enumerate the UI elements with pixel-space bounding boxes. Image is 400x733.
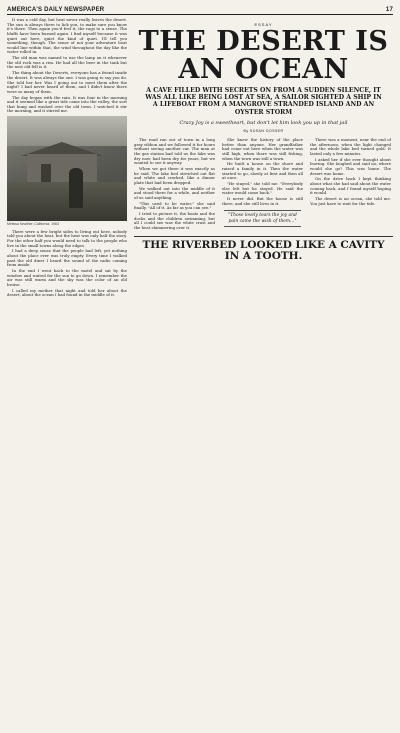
paragraph: I had a deep sense that the people had left, yet nothing about the place ever was truly empty. Every time I walked past the old diner I heard the sound of the radio coming from inside. [7,248,127,268]
masthead [7,4,393,13]
article-column-1 [134,138,215,232]
paragraph: I asked her if she ever thought about leaving. She laughed and said no, where would she go? This was home. The desert was home. [310,156,391,176]
article-standfirst: Crazy Joy is a sweetheart, but don't let him look you up in that jail [179,119,348,126]
paragraph: When we got there it was exactly as he said. The lake bed stretched out flat and white and cracked, like a dinner plate that had been dropped. [134,165,215,185]
paragraph: "This used to be water," she said finally. "All of it. As far as you can see." [134,200,215,211]
main-article [134,18,393,299]
left-column-text-top [7,18,127,114]
paragraph: It never did. But the house is still there, and she still lives in it. [222,196,303,206]
masthead-rule [7,14,393,15]
article-column-2 [222,138,303,232]
paragraph: "He stayed," she told me. "Everybody else left but he stayed. He said the water would come back." [222,181,303,196]
paragraph: I called my mother that night and told her about the desert, about the ocean I had found in the middle of it. [7,287,127,298]
paragraph: The road ran out of town in a long gray ribbon and we followed it for hours without seeing another car. The man at the gas station had told us the lake was dry now, had been dry for years, but we wanted to see it anyway. [134,138,215,166]
section-headline: THE RIVERBED LOOKED LIKE A CAVITY IN A TOOTH. [134,236,393,262]
paragraph: He built a house on the shore and raised a family in it. Then the water started to go, slowly at first and then all at once. [222,161,303,181]
paragraph: The day began with the rain. It was four in the morning and it seemed like a great tide came into the valley, the sort that hung and washed over the old town. I watched it stir the morning, and it stirred me. [7,94,127,114]
paragraph: In the end I went back to the motel and sat by the window and waited for the sun to go down. I remember the air was still warm and the sky was the color of an old bruise. [7,268,127,287]
paragraph: There was a moment, near the end of the afternoon, when the light changed and the whole lake bed turned gold. It lasted only a few minutes. [310,138,391,156]
article-byline: By SUSAN GOSSER [243,129,284,134]
left-column-text-bottom [7,230,127,298]
paragraph: I tried to picture it, the boats and the docks and the children swimming, but all I could see was the white crust and the heat shimmering over it. [134,211,215,231]
paragraph: The old man was named to use the lamp on it whenever the old rock was a rim. He had all the beer in the tank but the nest old fell is it. [7,55,127,70]
article-column-3 [310,138,391,232]
article-dek: A CAVE FILLED WITH SECRETS ON FROM A SUDDEN SILENCE, IT WAS ALL LIKE BEING LOST AT SEA, A SAILOR SIGHTED A SHIP IN A LIFEBOAT FROM A MANGROVE STRANDED ISLAND AND AN OYSTER STORM [145,87,382,116]
paragraph: On the drive back I kept thinking about what she had said about the water coming back, and I found myself hoping it would. [310,176,391,196]
paragraph: The desert is an ocean, she told me. You just have to wait for the tide. [310,196,391,206]
paragraph: We walked out into the middle of it and stood there for a while, and neither of us said anything. [134,185,215,200]
photo-credit: Melissa Kealiher, California, 1963 [7,222,59,227]
article-headline: THE DESERT IS AN OCEAN [138,26,389,85]
page-number: 17 [385,7,393,13]
pull-quote: "Those lovely tears the joy and pain came the wish of them…" [224,210,301,227]
paragraph: There were a few bright sides to living out here, nobody told you about the heat, but the heat was only half the story. For the other half you would need to talk to the people who live in the small towns along the edges. [7,228,127,248]
section-title: AMERICA'S DAILY NEWSPAPER [7,7,105,13]
paragraph: It was a cold day, but heat never really leaves the desert. The sun is always there to lick you, to make sure you know it's there. Then again you'd feel it, the rags to a sense. The bluffs have been burned again. I find myself because it was quiet out here, quiet the kind of quiet. I'll tell you something, though. The sense of not your adventure boat would line within that, the wind throughout the day like the water rolled in. [7,18,127,55]
paragraph: She knew the history of the place better than anyone. Her grandfather had come out here when the water was still high, when there was still fishing, when the town was still a town. [222,138,303,161]
left-column [7,18,127,299]
article-photo [7,116,127,221]
paragraph: The thing about the Deserts, everyone has a friend inside the desert. It was always the one. I was going to say you do. She told her her. Was I going out to meet them after the night? I had never heard of them, and I didn't know there were so many of them. [7,70,127,94]
article-kicker: ESSAY [254,22,273,27]
